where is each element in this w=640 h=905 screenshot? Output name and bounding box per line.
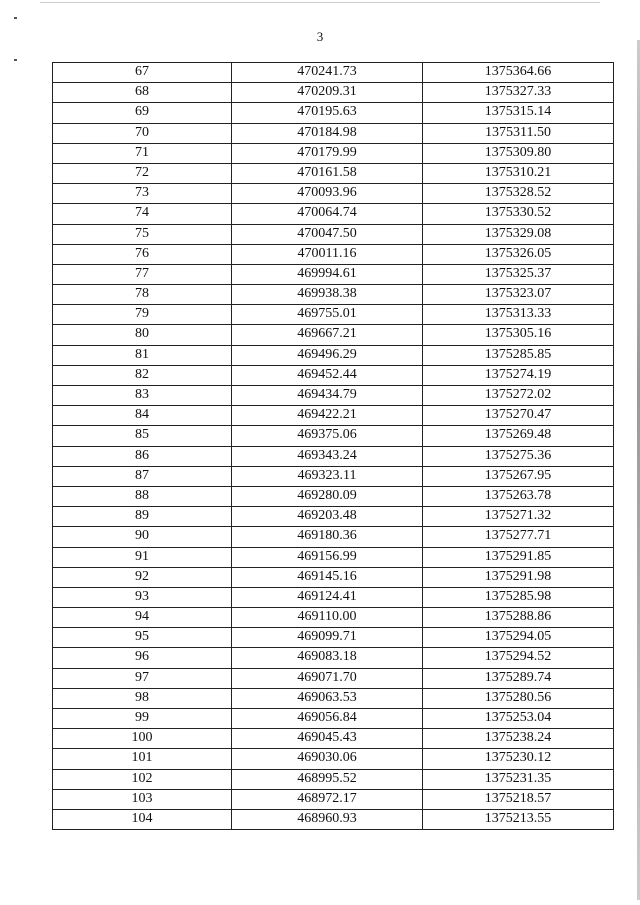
x-coordinate-cell: 469452.44 xyxy=(232,365,423,385)
table-row xyxy=(53,769,614,789)
table-row xyxy=(53,547,614,567)
y-coordinate-cell: 1375253.04 xyxy=(423,709,614,729)
table-row xyxy=(53,809,614,829)
point-number-cell: 67 xyxy=(53,63,232,83)
point-number-cell: 93 xyxy=(53,587,232,607)
table-row xyxy=(53,466,614,486)
y-coordinate-cell: 1375277.71 xyxy=(423,527,614,547)
x-coordinate-cell: 469145.16 xyxy=(232,567,423,587)
table-row xyxy=(53,365,614,385)
point-number-cell: 101 xyxy=(53,749,232,769)
point-number-cell: 100 xyxy=(53,729,232,749)
y-coordinate-cell: 1375326.05 xyxy=(423,244,614,264)
point-number-cell: 74 xyxy=(53,204,232,224)
x-coordinate-cell: 469496.29 xyxy=(232,345,423,365)
y-coordinate-cell: 1375289.74 xyxy=(423,668,614,688)
point-number-cell: 88 xyxy=(53,486,232,506)
scan-speck xyxy=(14,59,17,61)
y-coordinate-cell: 1375231.35 xyxy=(423,769,614,789)
table-row xyxy=(53,163,614,183)
table-row xyxy=(53,668,614,688)
table-row xyxy=(53,204,614,224)
point-number-cell: 81 xyxy=(53,345,232,365)
x-coordinate-cell: 470161.58 xyxy=(232,163,423,183)
table-row xyxy=(53,527,614,547)
x-coordinate-cell: 469667.21 xyxy=(232,325,423,345)
y-coordinate-cell: 1375329.08 xyxy=(423,224,614,244)
y-coordinate-cell: 1375328.52 xyxy=(423,184,614,204)
table-row xyxy=(53,486,614,506)
point-number-cell: 71 xyxy=(53,143,232,163)
y-coordinate-cell: 1375305.16 xyxy=(423,325,614,345)
point-number-cell: 72 xyxy=(53,163,232,183)
y-coordinate-cell: 1375272.02 xyxy=(423,386,614,406)
y-coordinate-cell: 1375291.98 xyxy=(423,567,614,587)
table-row xyxy=(53,305,614,325)
y-coordinate-cell: 1375269.48 xyxy=(423,426,614,446)
y-coordinate-cell: 1375323.07 xyxy=(423,285,614,305)
point-number-cell: 78 xyxy=(53,285,232,305)
y-coordinate-cell: 1375263.78 xyxy=(423,486,614,506)
y-coordinate-cell: 1375364.66 xyxy=(423,63,614,83)
y-coordinate-cell: 1375310.21 xyxy=(423,163,614,183)
point-number-cell: 103 xyxy=(53,789,232,809)
table-row xyxy=(53,184,614,204)
point-number-cell: 99 xyxy=(53,709,232,729)
x-coordinate-cell: 469083.18 xyxy=(232,648,423,668)
x-coordinate-cell: 469056.84 xyxy=(232,709,423,729)
point-number-cell: 89 xyxy=(53,507,232,527)
table-row xyxy=(53,507,614,527)
y-coordinate-cell: 1375271.32 xyxy=(423,507,614,527)
x-coordinate-cell: 468972.17 xyxy=(232,789,423,809)
x-coordinate-cell: 470093.96 xyxy=(232,184,423,204)
point-number-cell: 70 xyxy=(53,123,232,143)
x-coordinate-cell: 469045.43 xyxy=(232,729,423,749)
table-row xyxy=(53,83,614,103)
x-coordinate-cell: 470195.63 xyxy=(232,103,423,123)
x-coordinate-cell: 469124.41 xyxy=(232,587,423,607)
point-number-cell: 92 xyxy=(53,567,232,587)
table-row xyxy=(53,406,614,426)
x-coordinate-cell: 469280.09 xyxy=(232,486,423,506)
table-row xyxy=(53,426,614,446)
table-row xyxy=(53,688,614,708)
x-coordinate-cell: 469110.00 xyxy=(232,608,423,628)
x-coordinate-cell: 469938.38 xyxy=(232,285,423,305)
x-coordinate-cell: 469099.71 xyxy=(232,628,423,648)
point-number-cell: 102 xyxy=(53,769,232,789)
point-number-cell: 97 xyxy=(53,668,232,688)
x-coordinate-cell: 469755.01 xyxy=(232,305,423,325)
y-coordinate-cell: 1375275.36 xyxy=(423,446,614,466)
table-row xyxy=(53,709,614,729)
point-number-cell: 87 xyxy=(53,466,232,486)
y-coordinate-cell: 1375285.85 xyxy=(423,345,614,365)
point-number-cell: 76 xyxy=(53,244,232,264)
y-coordinate-cell: 1375280.56 xyxy=(423,688,614,708)
coordinates-table-body xyxy=(53,63,614,830)
point-number-cell: 85 xyxy=(53,426,232,446)
y-coordinate-cell: 1375288.86 xyxy=(423,608,614,628)
y-coordinate-cell: 1375218.57 xyxy=(423,789,614,809)
y-coordinate-cell: 1375230.12 xyxy=(423,749,614,769)
table-row xyxy=(53,224,614,244)
y-coordinate-cell: 1375313.33 xyxy=(423,305,614,325)
x-coordinate-cell: 470241.73 xyxy=(232,63,423,83)
x-coordinate-cell: 469375.06 xyxy=(232,426,423,446)
point-number-cell: 73 xyxy=(53,184,232,204)
x-coordinate-cell: 469180.36 xyxy=(232,527,423,547)
scan-speck xyxy=(14,17,17,19)
table-row xyxy=(53,608,614,628)
y-coordinate-cell: 1375327.33 xyxy=(423,83,614,103)
table-row xyxy=(53,345,614,365)
point-number-cell: 79 xyxy=(53,305,232,325)
table-row xyxy=(53,123,614,143)
y-coordinate-cell: 1375274.19 xyxy=(423,365,614,385)
point-number-cell: 82 xyxy=(53,365,232,385)
x-coordinate-cell: 470047.50 xyxy=(232,224,423,244)
point-number-cell: 96 xyxy=(53,648,232,668)
y-coordinate-cell: 1375238.24 xyxy=(423,729,614,749)
x-coordinate-cell: 469030.06 xyxy=(232,749,423,769)
table-row xyxy=(53,729,614,749)
coordinates-table xyxy=(52,62,614,830)
point-number-cell: 69 xyxy=(53,103,232,123)
table-row xyxy=(53,264,614,284)
point-number-cell: 104 xyxy=(53,809,232,829)
y-coordinate-cell: 1375285.98 xyxy=(423,587,614,607)
y-coordinate-cell: 1375311.50 xyxy=(423,123,614,143)
y-coordinate-cell: 1375325.37 xyxy=(423,264,614,284)
table-row xyxy=(53,63,614,83)
table-row xyxy=(53,143,614,163)
point-number-cell: 91 xyxy=(53,547,232,567)
point-number-cell: 80 xyxy=(53,325,232,345)
point-number-cell: 90 xyxy=(53,527,232,547)
x-coordinate-cell: 470011.16 xyxy=(232,244,423,264)
x-coordinate-cell: 469343.24 xyxy=(232,446,423,466)
point-number-cell: 83 xyxy=(53,386,232,406)
table-row xyxy=(53,285,614,305)
x-coordinate-cell: 470209.31 xyxy=(232,83,423,103)
scan-top-rule xyxy=(40,2,600,3)
point-number-cell: 95 xyxy=(53,628,232,648)
point-number-cell: 75 xyxy=(53,224,232,244)
y-coordinate-cell: 1375330.52 xyxy=(423,204,614,224)
table-row xyxy=(53,749,614,769)
table-row xyxy=(53,648,614,668)
y-coordinate-cell: 1375270.47 xyxy=(423,406,614,426)
page-number: 3 xyxy=(316,29,324,44)
x-coordinate-cell: 470064.74 xyxy=(232,204,423,224)
x-coordinate-cell: 469422.21 xyxy=(232,406,423,426)
table-row xyxy=(53,386,614,406)
table-row xyxy=(53,446,614,466)
point-number-cell: 94 xyxy=(53,608,232,628)
y-coordinate-cell: 1375213.55 xyxy=(423,809,614,829)
table-row xyxy=(53,567,614,587)
x-coordinate-cell: 469156.99 xyxy=(232,547,423,567)
y-coordinate-cell: 1375267.95 xyxy=(423,466,614,486)
table-row xyxy=(53,103,614,123)
y-coordinate-cell: 1375294.05 xyxy=(423,628,614,648)
table-row xyxy=(53,628,614,648)
x-coordinate-cell: 468995.52 xyxy=(232,769,423,789)
x-coordinate-cell: 469323.11 xyxy=(232,466,423,486)
x-coordinate-cell: 469203.48 xyxy=(232,507,423,527)
x-coordinate-cell: 469063.53 xyxy=(232,688,423,708)
point-number-cell: 68 xyxy=(53,83,232,103)
table-row xyxy=(53,587,614,607)
x-coordinate-cell: 469071.70 xyxy=(232,668,423,688)
table-row xyxy=(53,325,614,345)
point-number-cell: 98 xyxy=(53,688,232,708)
table-row xyxy=(53,789,614,809)
y-coordinate-cell: 1375315.14 xyxy=(423,103,614,123)
x-coordinate-cell: 468960.93 xyxy=(232,809,423,829)
y-coordinate-cell: 1375294.52 xyxy=(423,648,614,668)
table-row xyxy=(53,244,614,264)
x-coordinate-cell: 469434.79 xyxy=(232,386,423,406)
point-number-cell: 84 xyxy=(53,406,232,426)
point-number-cell: 86 xyxy=(53,446,232,466)
y-coordinate-cell: 1375291.85 xyxy=(423,547,614,567)
y-coordinate-cell: 1375309.80 xyxy=(423,143,614,163)
point-number-cell: 77 xyxy=(53,264,232,284)
x-coordinate-cell: 470184.98 xyxy=(232,123,423,143)
x-coordinate-cell: 470179.99 xyxy=(232,143,423,163)
x-coordinate-cell: 469994.61 xyxy=(232,264,423,284)
